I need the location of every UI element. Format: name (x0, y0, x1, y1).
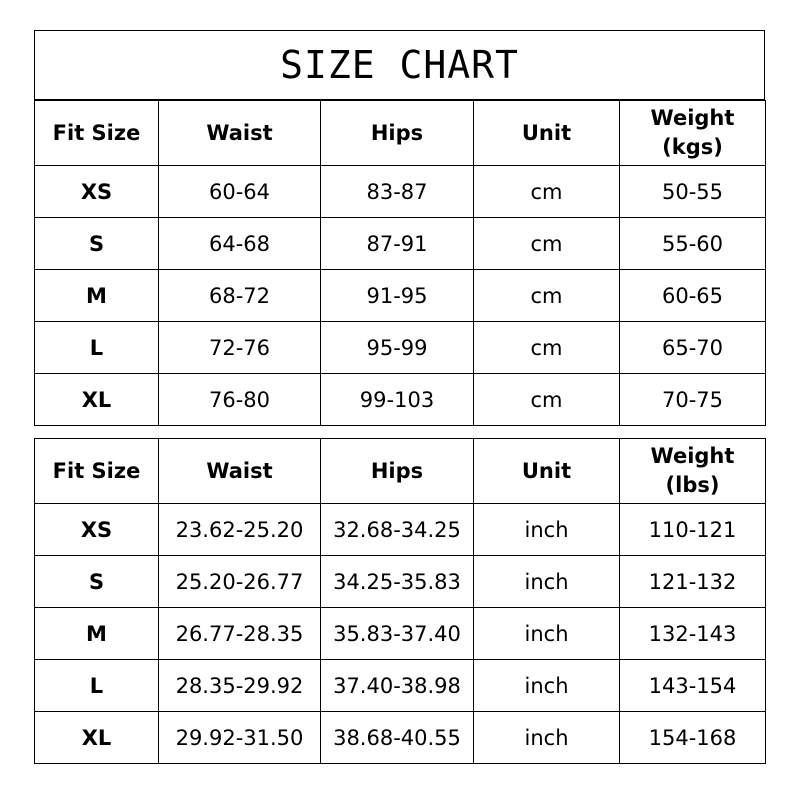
header-fit-size: Fit Size (35, 439, 159, 504)
cell-size: XL (35, 712, 159, 764)
header-fit-size: Fit Size (35, 101, 159, 166)
header-row (35, 439, 766, 504)
table-row (35, 374, 766, 426)
cell-size: L (35, 660, 159, 712)
table-row (35, 608, 766, 660)
cell-unit: inch (474, 504, 620, 556)
header-weight-label: Weight (650, 106, 735, 130)
cell-unit: inch (474, 556, 620, 608)
cell-size: S (35, 218, 159, 270)
header-waist: Waist (159, 101, 321, 166)
table-row (35, 712, 766, 764)
cell-waist: 72-76 (159, 322, 321, 374)
cell-hips: 91-95 (321, 270, 474, 322)
header-weight-label: Weight (650, 444, 735, 468)
cell-waist: 68-72 (159, 270, 321, 322)
cell-hips: 95-99 (321, 322, 474, 374)
cell-unit: inch (474, 712, 620, 764)
cell-hips: 99-103 (321, 374, 474, 426)
cell-size: M (35, 608, 159, 660)
size-table-cm (34, 100, 766, 426)
cell-hips: 35.83-37.40 (321, 608, 474, 660)
cell-waist: 76-80 (159, 374, 321, 426)
cell-unit: cm (474, 322, 620, 374)
header-waist: Waist (159, 439, 321, 504)
cell-unit: inch (474, 608, 620, 660)
cell-waist: 23.62-25.20 (159, 504, 321, 556)
table-row (35, 166, 766, 218)
table-row (35, 556, 766, 608)
size-table-inch (34, 438, 766, 764)
cell-unit: cm (474, 166, 620, 218)
table-row (35, 660, 766, 712)
cell-hips: 38.68-40.55 (321, 712, 474, 764)
cell-weight: 70-75 (620, 374, 766, 426)
cell-size: S (35, 556, 159, 608)
cell-weight: 143-154 (620, 660, 766, 712)
cell-weight: 154-168 (620, 712, 766, 764)
cell-hips: 87-91 (321, 218, 474, 270)
cell-waist: 25.20-26.77 (159, 556, 321, 608)
table-row (35, 218, 766, 270)
header-weight (620, 101, 766, 166)
cell-unit: cm (474, 218, 620, 270)
cell-size: M (35, 270, 159, 322)
header-weight-unit: (kgs) (662, 135, 723, 159)
cell-size: XS (35, 166, 159, 218)
cell-weight: 110-121 (620, 504, 766, 556)
header-hips: Hips (321, 439, 474, 504)
cell-waist: 60-64 (159, 166, 321, 218)
title-box (34, 30, 765, 100)
header-unit: Unit (474, 101, 620, 166)
page-title: SIZE CHART (280, 43, 519, 87)
cell-hips: 37.40-38.98 (321, 660, 474, 712)
cell-waist: 26.77-28.35 (159, 608, 321, 660)
header-weight-unit: (lbs) (665, 473, 720, 497)
table-row (35, 270, 766, 322)
cell-waist: 28.35-29.92 (159, 660, 321, 712)
cell-weight: 121-132 (620, 556, 766, 608)
cell-weight: 65-70 (620, 322, 766, 374)
table-row (35, 322, 766, 374)
header-unit: Unit (474, 439, 620, 504)
cell-hips: 83-87 (321, 166, 474, 218)
header-weight (620, 439, 766, 504)
cell-unit: cm (474, 374, 620, 426)
cell-size: XS (35, 504, 159, 556)
header-hips: Hips (321, 101, 474, 166)
table-row (35, 504, 766, 556)
cell-size: XL (35, 374, 159, 426)
cell-hips: 34.25-35.83 (321, 556, 474, 608)
header-row (35, 101, 766, 166)
cell-weight: 60-65 (620, 270, 766, 322)
cell-unit: inch (474, 660, 620, 712)
cell-hips: 32.68-34.25 (321, 504, 474, 556)
cell-weight: 55-60 (620, 218, 766, 270)
cell-size: L (35, 322, 159, 374)
cell-waist: 64-68 (159, 218, 321, 270)
cell-weight: 50-55 (620, 166, 766, 218)
cell-weight: 132-143 (620, 608, 766, 660)
cell-waist: 29.92-31.50 (159, 712, 321, 764)
cell-unit: cm (474, 270, 620, 322)
